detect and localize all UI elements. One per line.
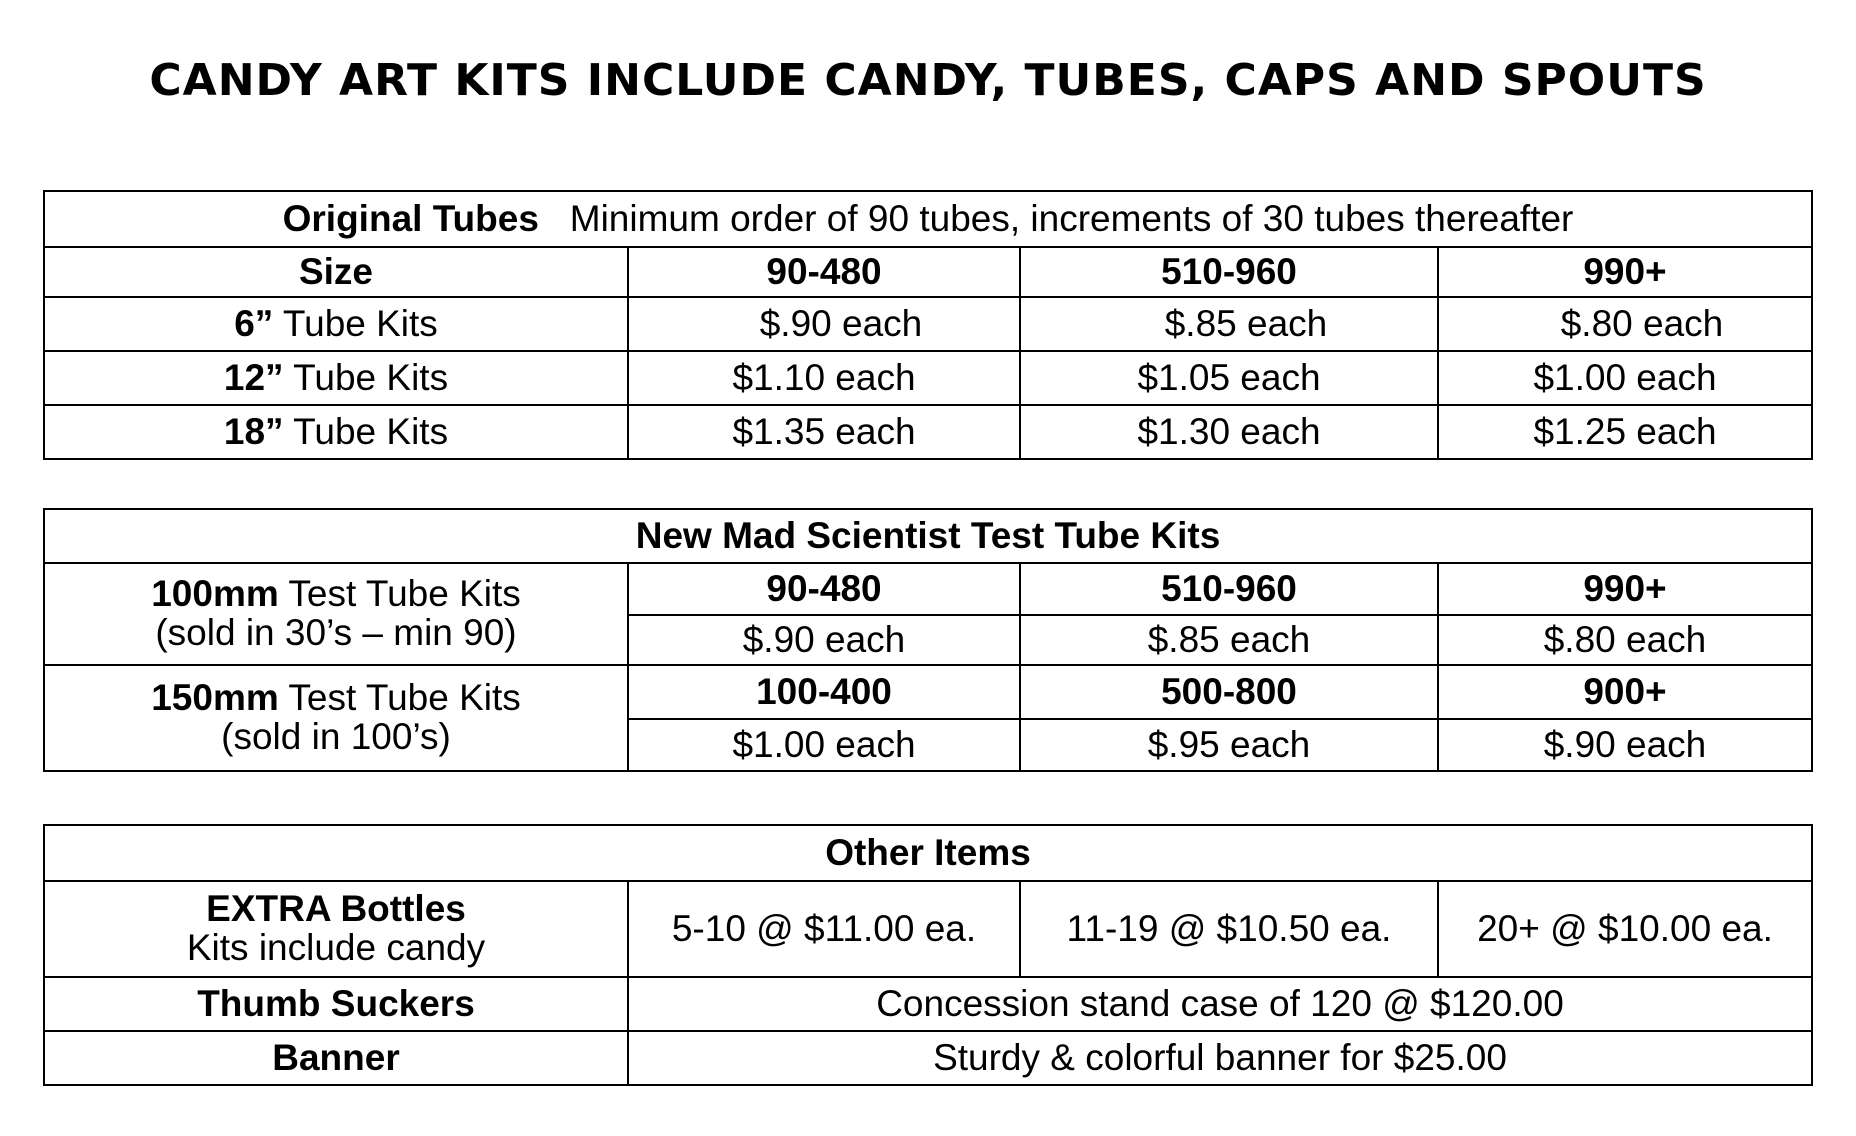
original-tubes-name: Original Tubes (282, 197, 539, 239)
size-kind: Test Tube Kits (288, 677, 521, 719)
price-cell: $.80 each (1438, 297, 1812, 351)
column-header-range-3: 990+ (1438, 247, 1812, 297)
size-value: 12” (223, 356, 284, 398)
size-value: 100mm (151, 573, 279, 615)
column-header-size: Size (44, 247, 628, 297)
size-kind: Test Tube Kits (288, 573, 521, 615)
other-items-heading: Other Items (44, 825, 1812, 881)
size-cell (44, 297, 628, 351)
test-tube-kits-table (43, 508, 1813, 772)
size-value: 6” (234, 302, 274, 344)
size-value: 150mm (151, 677, 279, 719)
column-header-range-2: 510-960 (1020, 247, 1438, 297)
price-cell: $1.00 each (1438, 351, 1812, 405)
size-kind: Tube Kits (282, 302, 438, 344)
item-description: Sturdy & colorful banner for $25.00 (628, 1031, 1812, 1085)
table-row (44, 563, 1812, 615)
range-cell: 900+ (1438, 665, 1812, 719)
range-cell: 100-400 (628, 665, 1020, 719)
test-tube-kits-heading: New Mad Scientist Test Tube Kits (44, 509, 1812, 563)
size-cell (44, 563, 628, 665)
price-cell: $.95 each (1020, 719, 1438, 771)
price-cell: $.80 each (1438, 615, 1812, 665)
size-note: (sold in 30’s – min 90) (155, 612, 517, 653)
price-cell: $.85 each (1020, 297, 1438, 351)
price-cell: $1.25 each (1438, 405, 1812, 459)
size-cell (44, 351, 628, 405)
price-cell: $1.05 each (1020, 351, 1438, 405)
price-cell: 5-10 @ $11.00 ea. (628, 881, 1020, 977)
price-cell: 20+ @ $10.00 ea. (1438, 881, 1812, 977)
item-name: Banner (44, 1031, 628, 1085)
price-cell: $.90 each (628, 297, 1020, 351)
range-cell: 90-480 (628, 563, 1020, 615)
item-note: Kits include candy (186, 927, 486, 968)
size-cell (44, 665, 628, 771)
size-cell (44, 405, 628, 459)
price-cell: 11-19 @ $10.50 ea. (1020, 881, 1438, 977)
original-tubes-heading-cell (44, 191, 1812, 247)
page-title: CANDY ART KITS INCLUDE CANDY, TUBES, CAPS AND SPOUTS (149, 55, 1707, 106)
price-cell: $1.00 each (628, 719, 1020, 771)
price-cell: $1.10 each (628, 351, 1020, 405)
price-cell: $1.35 each (628, 405, 1020, 459)
table-row (44, 977, 1812, 1031)
range-cell: 500-800 (1020, 665, 1438, 719)
item-description: Concession stand case of 120 @ $120.00 (628, 977, 1812, 1031)
original-tubes-column-headers (44, 247, 1812, 297)
price-cell: $.90 each (628, 615, 1020, 665)
other-items-table (43, 824, 1813, 1086)
price-cell: $.85 each (1020, 615, 1438, 665)
price-cell: $1.30 each (1020, 405, 1438, 459)
table-row (44, 405, 1812, 459)
original-tubes-note: Minimum order of 90 tubes, increments of 30 tubes thereafter (569, 197, 1574, 239)
table-row (44, 881, 1812, 977)
range-cell: 510-960 (1020, 563, 1438, 615)
item-name: Thumb Suckers (44, 977, 628, 1031)
table-row (44, 351, 1812, 405)
column-header-range-1: 90-480 (628, 247, 1020, 297)
range-cell: 990+ (1438, 563, 1812, 615)
other-items-header-row (44, 825, 1812, 881)
original-tubes-header-row (44, 191, 1812, 247)
test-tube-kits-header-row (44, 509, 1812, 563)
size-note: (sold in 100’s) (221, 716, 451, 757)
table-row (44, 665, 1812, 719)
size-kind: Tube Kits (293, 356, 449, 398)
size-kind: Tube Kits (293, 410, 449, 452)
item-cell (44, 881, 628, 977)
table-row (44, 297, 1812, 351)
price-cell: $.90 each (1438, 719, 1812, 771)
original-tubes-table (43, 190, 1813, 460)
table-row (44, 1031, 1812, 1085)
size-value: 18” (223, 410, 284, 452)
item-name: EXTRA Bottles (206, 888, 466, 930)
